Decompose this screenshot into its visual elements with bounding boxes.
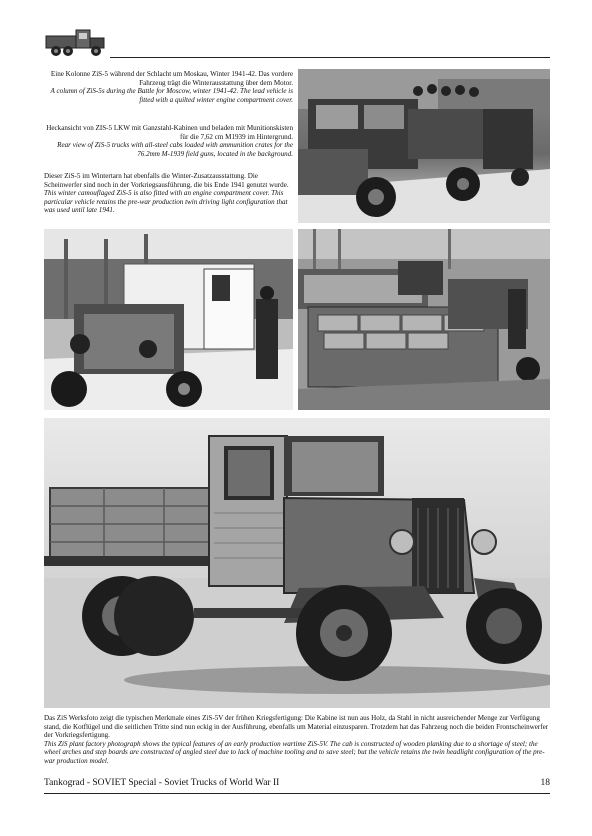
footer-title: Tankograd - SOVIET Special - Soviet Trucks of World War II — [44, 778, 280, 788]
caption-winter-camouflage — [44, 172, 293, 215]
photo-ammunition-crate-trucks — [298, 229, 550, 410]
caption-factory-photo — [44, 714, 550, 766]
photo-truck-column-moscow — [298, 69, 550, 223]
photo-zis-5v-factory — [44, 418, 550, 708]
caption-german: Heckansicht von ZIS-5 LKW mit Ganzstahl-Kabinen und beladen mit Munitionskisten für die 7,62 cm M1939 im Hintergrund. — [46, 124, 293, 141]
header-rule — [110, 57, 550, 58]
caption-english: A column of ZiS-5s during the Battle for Moscow, winter 1941-42. The lead vehicle is fitted with a quilted winter engine compartment cover. — [50, 87, 293, 104]
caption-english: This winter camouflaged ZiS-5 is also fitted with an engine compartment cover. This particular vehicle retains the pre-war production twin driving light configuration that was used until late 1941. — [44, 189, 288, 215]
caption-german: Das ZiS Werksfoto zeigt die typischen Merkmale eines ZiS-5V der frühen Kriegsfertigung: Die Kabine ist nun aus Holz, da Stahl in nicht ausreichender Menge zur Verfügung stand, die Kotflügel und die seitlichen Tritte sind nun eckig in der Ausführung, ebenfalls um Material einzusparen. Trotzdem hat das Fahrzeug noch die beiden Frontscheinwerfer der Vorkriegsfertigung. — [44, 714, 549, 740]
caption-ammunition-trucks — [44, 124, 293, 158]
truck-logo-icon — [44, 24, 108, 60]
page-number: 18 — [540, 778, 550, 788]
caption-german: Dieser ZiS-5 im Wintertarn hat ebenfalls die Winter-Zusatzausstattung. Die Scheinwerfer sind noch in der Vorkriegsausführung, die bis Ende 1941 genutzt wurde. — [44, 172, 289, 189]
caption-english: This ZiS plant factory photograph shows the typical features of an early production wartime ZiS-5V. The cab is constructed of wooden planking due to a shortage of steel; the wheel arches and step boards are constructed of angled steel due to lack of machine tooling and to save steel; but the vehicle retains the twin headlight configuration of the pre-war production model. — [44, 739, 545, 765]
photo-winter-camouflaged-truck — [44, 229, 293, 410]
footer-rule — [44, 793, 550, 794]
caption-english: Rear view of ZiS-5 trucks with all-steel cabs loaded with ammunition crates for the 76.2mm M-1939 field guns, located in the background. — [57, 141, 293, 158]
caption-german: Eine Kolonne ZiS-5 während der Schlacht um Moskau, Winter 1941-42. Das vordere Fahrzeug trägt die Winterausstattung über dem Motor. — [50, 70, 293, 87]
caption-moscow-column — [44, 70, 293, 104]
